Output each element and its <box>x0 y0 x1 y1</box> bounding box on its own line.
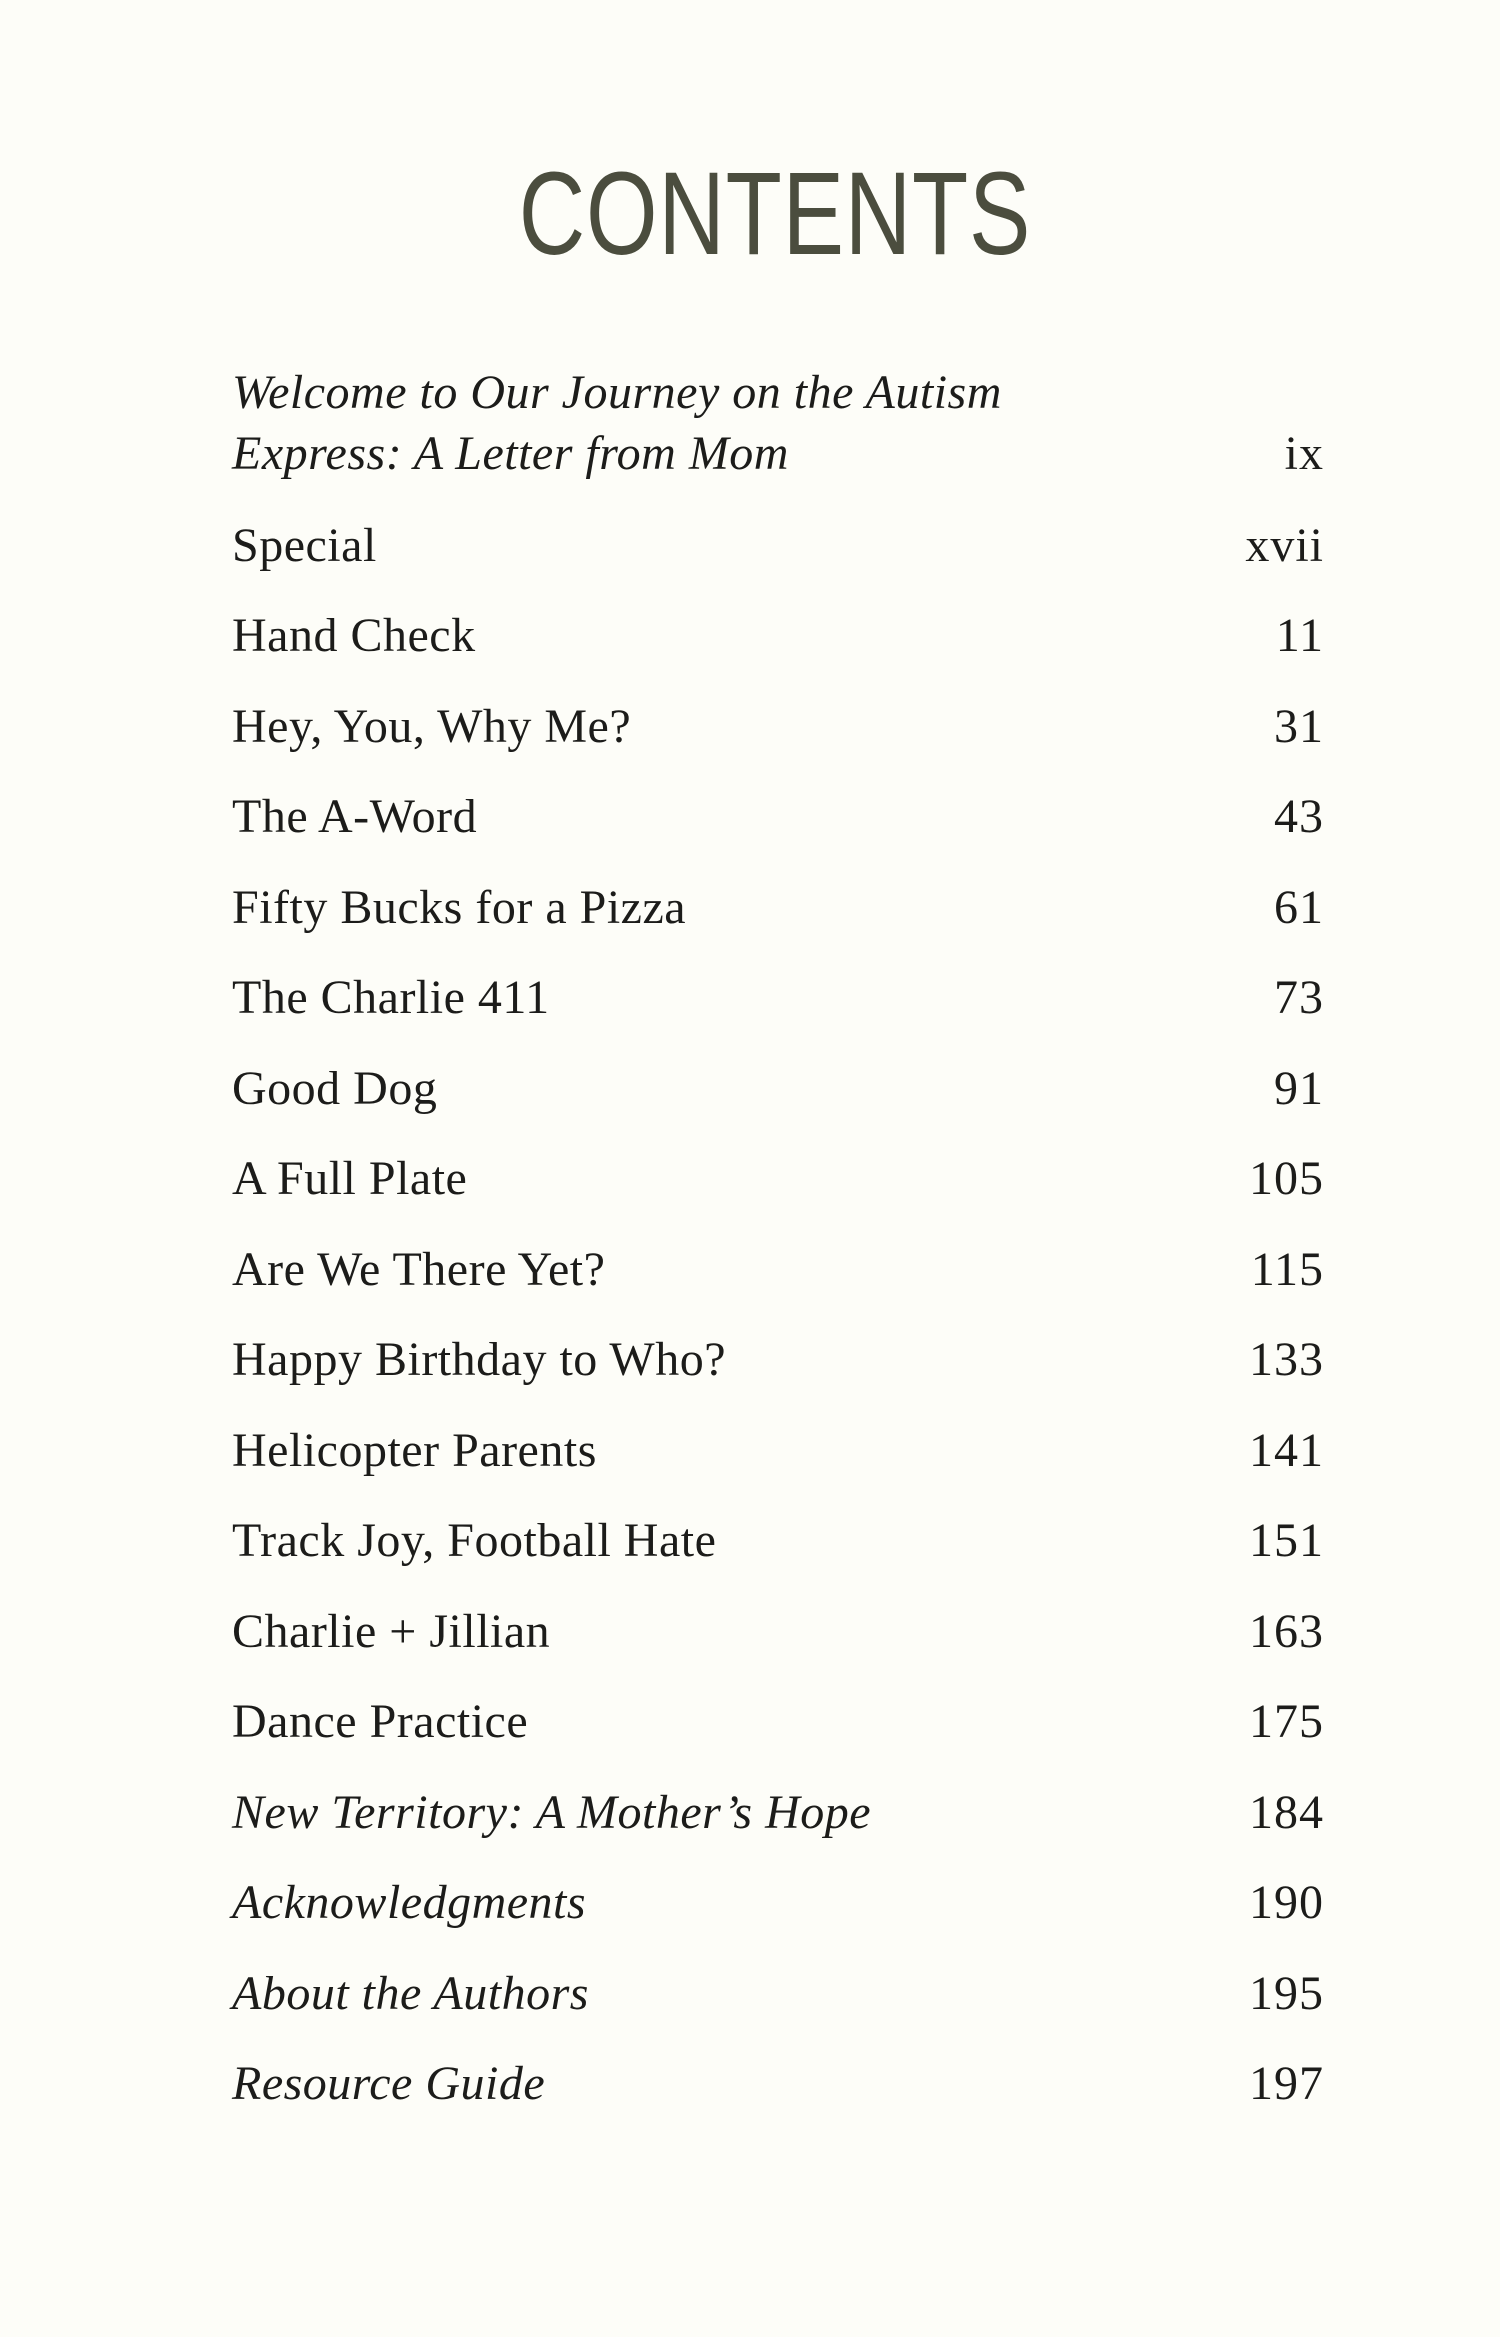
toc-entry <box>232 1224 1324 1315</box>
toc-entry <box>232 1767 1324 1858</box>
table-of-contents <box>232 366 1324 2129</box>
toc-entry-title: About the Authors <box>232 1966 589 2020</box>
toc-entry-page: 31 <box>1274 699 1324 753</box>
toc-entry <box>232 1315 1324 1406</box>
toc-entry-title: The A-Word <box>232 790 478 844</box>
toc-entry-page: 141 <box>1249 1423 1324 1477</box>
toc-entry <box>232 591 1324 682</box>
toc-entry <box>232 1858 1324 1949</box>
toc-entry <box>232 1677 1324 1768</box>
toc-entry-title: Fifty Bucks for a Pizza <box>232 880 687 934</box>
toc-entry-page: 195 <box>1249 1966 1324 2020</box>
toc-entry-page: 197 <box>1249 2057 1324 2111</box>
toc-entry-page: 11 <box>1275 609 1324 663</box>
toc-entry-page: 105 <box>1249 1152 1324 1206</box>
toc-entry <box>232 500 1324 591</box>
toc-entry-page: 115 <box>1250 1242 1324 1296</box>
toc-entry <box>232 953 1324 1044</box>
toc-entry-title: Hand Check <box>232 609 476 663</box>
toc-entry <box>232 772 1324 863</box>
toc-entry-page: 175 <box>1249 1695 1324 1749</box>
toc-entry-page: 43 <box>1274 790 1324 844</box>
toc-entry-title: The Charlie 411 <box>232 971 550 1025</box>
toc-entry-title: Dance Practice <box>232 1695 529 1749</box>
toc-entry-title: Welcome to Our Journey on the Autism Express: A Letter from Mom <box>232 366 1002 480</box>
toc-entry-title: Are We There Yet? <box>232 1242 606 1296</box>
toc-entry-title: Happy Birthday to Who? <box>232 1333 727 1387</box>
toc-entry-title: New Territory: A Mother’s Hope <box>232 1785 872 1839</box>
toc-entry-page: 73 <box>1274 971 1324 1025</box>
toc-entry-page: xvii <box>1245 518 1324 572</box>
toc-entry-page: 163 <box>1249 1604 1324 1658</box>
toc-entry-title: Special <box>232 518 377 572</box>
toc-entry <box>232 1043 1324 1134</box>
toc-entry <box>232 1948 1324 2039</box>
toc-entry-title: Hey, You, Why Me? <box>232 699 632 753</box>
toc-entry-title: Good Dog <box>232 1061 438 1115</box>
toc-entry <box>232 1134 1324 1225</box>
toc-entry <box>232 1405 1324 1496</box>
toc-entry <box>232 862 1324 953</box>
toc-entry <box>232 681 1324 772</box>
toc-entry <box>232 1586 1324 1677</box>
toc-entry <box>232 366 1324 500</box>
toc-entry-page: ix <box>1284 427 1324 480</box>
page-title: CONTENTS <box>518 148 1032 280</box>
toc-entry-title: A Full Plate <box>232 1152 468 1206</box>
toc-entry-page: 190 <box>1249 1876 1324 1930</box>
toc-entry-page: 184 <box>1249 1785 1324 1839</box>
toc-entry <box>232 1496 1324 1587</box>
toc-entry-title: Helicopter Parents <box>232 1423 597 1477</box>
toc-entry-page: 151 <box>1249 1514 1324 1568</box>
toc-entry-title: Track Joy, Football Hate <box>232 1514 717 1568</box>
toc-entry-title: Acknowledgments <box>232 1876 587 1930</box>
toc-entry-title: Resource Guide <box>232 2057 546 2111</box>
toc-entry-page: 133 <box>1249 1333 1324 1387</box>
toc-entry-title: Charlie + Jillian <box>232 1604 551 1658</box>
toc-entry <box>232 2039 1324 2130</box>
toc-entry-page: 91 <box>1274 1061 1324 1115</box>
toc-entry-page: 61 <box>1274 880 1324 934</box>
